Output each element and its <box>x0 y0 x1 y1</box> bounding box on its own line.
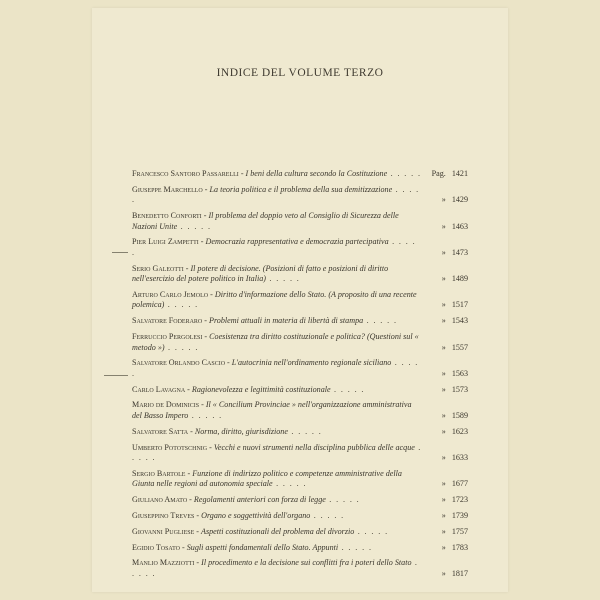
entry-page <box>420 316 468 327</box>
entry-title: Il procedimento e la decisione sui conflitti fra i poteri dello Stato <box>201 558 412 568</box>
leader-dots: . . . . . <box>188 410 223 420</box>
entry-page <box>420 479 468 490</box>
leader-dots: . . . . . <box>132 237 417 257</box>
entry-page-prefix: » <box>441 384 446 394</box>
entry-title: Il problema del doppio veto al Consiglio di Sicurezza delle Nazioni Unite <box>132 211 399 231</box>
entry-page <box>420 248 468 259</box>
toc-entry: Giuseppino Treves - Organo e soggettività dell'organo . . . . . » 1739 <box>132 510 468 520</box>
entry-page-prefix: » <box>441 568 446 578</box>
toc-entry: Francesco Santoro Passarelli - I beni della cultura secondo la Costituzione . . . . . Pag. 1421 <box>132 169 468 178</box>
entry-page-prefix: » <box>441 510 446 520</box>
entry-title: Il potere di decisione. (Posizioni di fatto e posizioni di diritto nell'esercizio del potere politico in Italia) <box>132 263 389 284</box>
entry-title: Regolamenti anteriori con forza di legge <box>193 495 326 505</box>
entry-title: Problemi attuali in materia di libertà di stampa <box>209 316 364 326</box>
entry-page-prefix: » <box>441 316 446 326</box>
toc-entry: Umberto Pototschnig - Vecchi e nuovi strumenti nella disciplina pubblica delle acque . . . . . » 1633 <box>132 442 468 463</box>
entry-page-number: 1473 <box>451 247 468 257</box>
entry-page-prefix: » <box>441 426 446 436</box>
entry-page-number: 1757 <box>451 526 468 536</box>
leader-dots: . . . . . <box>287 426 323 436</box>
entry-page <box>420 274 468 285</box>
leader-dots: . . . . . <box>330 384 365 394</box>
leader-dots: . . . . . <box>177 221 212 231</box>
leader-dots: . . . . . <box>387 169 422 178</box>
page-title: INDICE DEL VOLUME TERZO <box>216 67 384 79</box>
toc-entry: Sergio Bartole - Funzione di indirizzo politico e competenze amministrative della Giunta nelle regioni ad autonomia speciale . . . . . » 1677 <box>132 468 468 489</box>
toc-entry: Ferruccio Pergolesi - Coesistenza tra diritto costituzionale e politica? (Questioni sul « metodo ») . . . . . » 1557 <box>132 332 468 352</box>
entry-page-prefix: » <box>441 410 446 420</box>
entry-page-number: 1543 <box>451 316 468 326</box>
entry-page <box>420 569 468 580</box>
entry-author: Giuliano Amato <box>132 495 188 505</box>
toc-entry: Carlo Lavagna - Ragionevolezza e legittimità costituzionale . . . . . » 1573 <box>132 384 468 394</box>
leader-dots: . . . . . <box>354 526 389 536</box>
entry-page-prefix: Pag. <box>431 169 446 178</box>
leader-dots: . . . . . <box>325 495 361 505</box>
leader-dots: . . . . . <box>363 316 398 326</box>
entry-page-number: 1589 <box>451 410 468 420</box>
leader-dots: . . . . . <box>132 558 419 578</box>
entry-author: Salvatore Satta <box>132 426 189 436</box>
entry-title: Coesistenza tra diritto costituzionale e politica? (Questioni sul « metodo ») <box>132 332 419 352</box>
entry-author: Arturo Carlo Jemolo <box>132 289 209 299</box>
entry-title: Sugli aspetti fondamentali dello Stato. Appunti <box>186 542 339 552</box>
entry-title: Funzione di indirizzo politico e competenze amministrative della Giunta nelle regioni ad autonomia speciale <box>132 468 402 489</box>
entry-title: Democrazia rappresentativa e democrazia partecipativa <box>205 237 389 247</box>
entry-page-number: 1723 <box>451 495 468 505</box>
entry-title: Aspetti costituzionali del problema del divorzio <box>201 526 355 536</box>
pencil-mark <box>112 252 128 253</box>
entry-author: Giuseppino Treves <box>132 510 195 520</box>
toc-entry: Giuliano Amato - Regolamenti anteriori con forza di legge . . . . . » 1723 <box>132 495 468 505</box>
entry-page <box>420 427 468 438</box>
toc-entry: Serio Galeotti - Il potere di decisione. (Posizioni di fatto e posizioni di diritto nell'esercizio del potere politico in Italia) . . . . . » 1489 <box>132 263 468 284</box>
entry-page-number: 1489 <box>451 274 468 284</box>
entry-author: Giuseppe Marchello <box>132 184 203 194</box>
entry-page <box>420 495 468 506</box>
toc-entry: Giuseppe Marchello - La teoria politica e il problema della sua demitizzazione . . . . . » 1429 <box>132 184 468 205</box>
entry-page-prefix: » <box>441 526 446 536</box>
entry-title: Diritto d'informazione dello Stato. (A proposito di una recente polemica) <box>132 289 417 310</box>
entry-page <box>420 385 468 396</box>
leader-dots: . . . . . <box>132 442 422 463</box>
table-of-contents <box>132 169 468 585</box>
pencil-mark <box>104 375 128 376</box>
entry-page-prefix: » <box>441 368 446 378</box>
entry-page-number: 1421 <box>451 169 468 178</box>
entry-author: Salvatore Foderaro <box>132 316 203 326</box>
entry-author: Manlio Mazziotti <box>132 558 195 568</box>
entry-page-prefix: » <box>441 453 446 463</box>
entry-page-prefix: » <box>441 479 446 489</box>
entry-page <box>420 343 468 354</box>
entry-author: Benedetto Conforti <box>132 211 202 221</box>
toc-entry: Salvatore Foderaro - Problemi attuali in materia di libertà di stampa . . . . . » 1543 <box>132 316 468 326</box>
leader-dots: . . . . . <box>338 542 373 552</box>
entry-page-number: 1563 <box>451 368 468 378</box>
entry-author: Sergio Bartole <box>132 468 186 478</box>
entry-page <box>420 411 468 422</box>
entry-page-number: 1429 <box>451 195 468 205</box>
entry-page <box>420 453 468 464</box>
entry-author: Giovanni Pugliese <box>132 526 195 536</box>
entry-page-prefix: » <box>441 247 446 257</box>
entry-page <box>420 527 468 538</box>
entry-author: Carlo Lavagna <box>132 384 186 394</box>
entry-title: Organo e soggettività dell'organo <box>201 510 311 520</box>
toc-entry: Salvatore Orlando Cascio - L'autocrinia nell'ordinamento regionale siciliano . . . . . » 1563 <box>132 358 468 378</box>
entry-author: Serio Galeotti <box>132 263 184 273</box>
leader-dots: . . . . . <box>164 300 199 310</box>
entry-author: Salvatore Orlando Cascio <box>132 358 226 368</box>
entry-title: L'autocrinia nell'ordinamento regionale siciliano <box>231 358 392 368</box>
entry-title: I beni della cultura secondo la Costituzione <box>245 169 388 178</box>
entry-page-prefix: » <box>441 221 446 231</box>
entry-author: Ferruccio Pergolesi <box>132 332 203 342</box>
leader-dots: . . . . . <box>132 358 419 378</box>
entry-author: Mario de Dominicis <box>132 400 200 410</box>
entry-author: Egidio Tosato <box>132 542 180 552</box>
entry-page-prefix: » <box>441 195 446 205</box>
entry-page-number: 1623 <box>451 426 468 436</box>
entry-page-number: 1633 <box>451 453 468 463</box>
entry-page-prefix: » <box>441 495 446 505</box>
entry-author: Francesco Santoro Passarelli <box>132 169 239 178</box>
toc-entry: Salvatore Satta - Norma, diritto, giurisdizione . . . . . » 1623 <box>132 426 468 436</box>
entry-page-number: 1677 <box>451 479 468 489</box>
entry-author: Umberto Pototschnig <box>132 442 208 452</box>
entry-page-number: 1783 <box>451 542 468 552</box>
leader-dots: . . . . . <box>310 510 345 520</box>
entry-page-number: 1557 <box>451 342 468 352</box>
entry-page-number: 1463 <box>451 221 468 231</box>
entry-page <box>420 169 468 180</box>
entry-page-number: 1817 <box>451 568 468 578</box>
leader-dots: . . . . . <box>265 274 301 284</box>
toc-entry: Giovanni Pugliese - Aspetti costituzionali del problema del divorzio . . . . . » 1757 <box>132 526 468 536</box>
entry-page-prefix: » <box>441 300 446 310</box>
entry-title: Ragionevolezza e legittimità costituzionale <box>191 384 331 394</box>
entry-page-prefix: » <box>441 342 446 352</box>
toc-entry: Manlio Mazziotti - Il procedimento e la decisione sui conflitti fra i poteri dello Stato . . . . . » 1817 <box>132 558 468 578</box>
entry-page-number: 1517 <box>451 300 468 310</box>
entry-page <box>420 195 468 206</box>
entry-page-prefix: » <box>441 274 446 284</box>
entry-page <box>420 511 468 522</box>
toc-entry: Pier Luigi Zampetti - Democrazia rappresentativa e democrazia partecipativa . . . . . » 1473 <box>132 237 468 257</box>
entry-title: Il « Concilium Provinciae » nell'organizzazione amministrativa del Basso Impero <box>132 400 412 420</box>
entry-page <box>420 369 468 380</box>
leader-dots: . . . . . <box>272 479 307 489</box>
entry-title: Norma, diritto, giurisdizione <box>194 426 288 436</box>
entry-page <box>420 300 468 311</box>
leader-dots: . . . . . <box>132 184 420 205</box>
toc-entry: Egidio Tosato - Sugli aspetti fondamentali dello Stato. Appunti . . . . . » 1783 <box>132 542 468 552</box>
entry-page <box>420 222 468 233</box>
leader-dots: . . . . . <box>164 342 199 352</box>
toc-entry: Mario de Dominicis - Il « Concilium Provinciae » nell'organizzazione amministrativa del Basso Impero . . . . . » 1589 <box>132 400 468 420</box>
entry-author: Pier Luigi Zampetti <box>132 237 199 247</box>
entry-title: Vecchi e nuovi strumenti nella disciplina pubblica delle acque <box>213 442 415 452</box>
entry-page-number: 1739 <box>451 510 468 520</box>
entry-page <box>420 543 468 554</box>
toc-entry: Arturo Carlo Jemolo - Diritto d'informazione dello Stato. (A proposito di una recente polemica) . . . . . » 1517 <box>132 289 468 310</box>
toc-entry: Benedetto Conforti - Il problema del doppio veto al Consiglio di Sicurezza delle Nazioni Unite . . . . . » 1463 <box>132 211 468 231</box>
entry-page-number: 1573 <box>451 384 468 394</box>
entry-page-prefix: » <box>441 542 446 552</box>
entry-title: La teoria politica e il problema della sua demitizzazione <box>209 184 393 194</box>
